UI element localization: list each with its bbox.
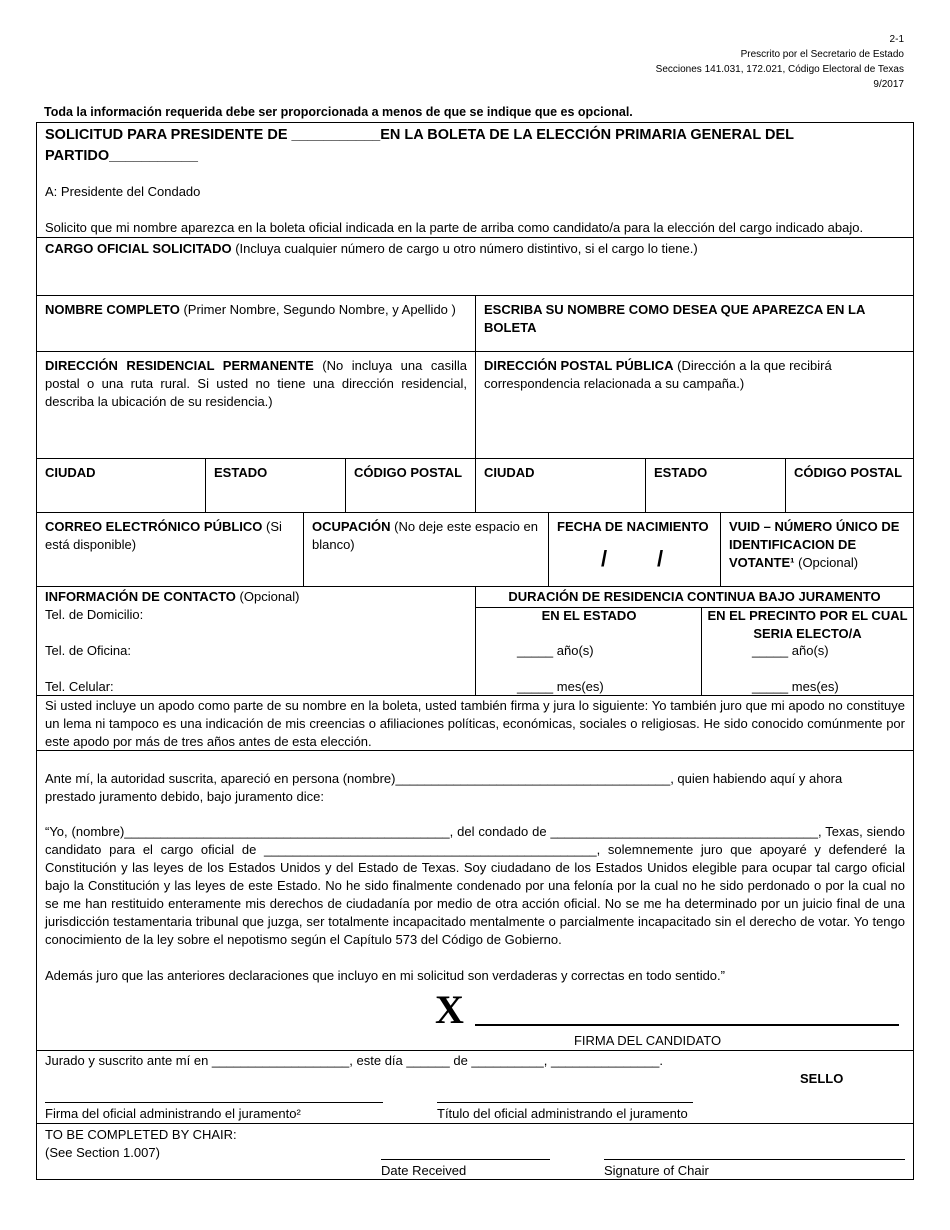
prescribed-by: Prescrito por el Secretario de Estado	[740, 49, 904, 60]
home-phone-label[interactable]: Tel. de Domicilio:	[45, 607, 144, 622]
contact-duration-row	[37, 587, 913, 696]
oath-intro: Ante mí, la autoridad suscrita, apareció en persona (nombre)______________________________________, quien habiendo aquí y ahora prestado juramento debido, bajo juramento dice:	[45, 771, 843, 804]
oath-closing: Además juro que las anteriores declaraciones que incluyo en mi solicitud son verdaderas y correctas en todo sentido.”	[45, 968, 725, 983]
address-row	[37, 352, 913, 459]
title-section	[37, 123, 913, 238]
oath-body: “Yo, (nombre)_____________________________________________, del condado de _____________________________________, Texas, siendo candidato para el cargo oficial de ______________________________________________, solemnemente juro que apoyaré y defenderé la Constitución y las leyes de los Estados Unidos y del Estado de Texas. Soy ciudadano de los Estados Unidos elegible para ocupar tal cargo oficial bajo la Constitución y las leyes de este Estado. No he sido finalmente condenado por una felonía por la cual no he sido perdonado o por la cual no se me han restituido enteramente mis derechos de ciudadanía por medio de otra acción oficial. No se me ha determinado por un juicio final de una jurisdicción testamentaria tribunal que juzga, ser totalmente incapacitado mentalmente o parcialmente incapacitado sin el derecho de votar. Yo tengo conocimiento de la ley sobre el nepotismo según el Capítulo 573 del Código de Gobierno.	[45, 824, 905, 947]
contact-note: (Opcional)	[239, 589, 300, 604]
email-field[interactable]	[37, 513, 304, 586]
postal-state-label: ESTADO	[654, 465, 708, 480]
nickname-section	[37, 696, 913, 751]
officer-signature-label: Firma del oficial administrando el juramento²	[45, 1106, 301, 1121]
residence-city-field[interactable]	[37, 459, 206, 512]
precinct-duration	[702, 607, 913, 695]
office-note: (Incluya cualquier número de cargo u otro número distintivo, si el cargo lo tiene.)	[235, 241, 698, 256]
residence-zip-field[interactable]	[346, 459, 476, 512]
precinct-months[interactable]: _____ mes(es)	[752, 679, 839, 694]
addressee: A: Presidente del Condado	[45, 184, 201, 199]
contact-label: INFORMACIÓN DE CONTACTO	[45, 589, 236, 604]
date-separator: /	[657, 546, 664, 571]
birthdate-field[interactable]	[549, 513, 721, 586]
postal-address-field[interactable]	[476, 352, 913, 458]
seal-label: SELLO	[800, 1071, 844, 1086]
ballot-name-field[interactable]	[476, 296, 913, 351]
office-phone-label[interactable]: Tel. de Oficina:	[45, 643, 131, 658]
office-label: CARGO OFICIAL SOLICITADO	[45, 241, 232, 256]
officer-title-line[interactable]	[437, 1102, 693, 1103]
postal-state-field[interactable]	[646, 459, 786, 512]
residence-city-label: CIUDAD	[45, 465, 96, 480]
vuid-field[interactable]	[721, 513, 913, 586]
oath-section	[37, 751, 913, 1051]
city-state-zip-row	[37, 459, 913, 513]
date-received-line[interactable]	[381, 1159, 550, 1160]
chair-signature-label: Signature of Chair	[604, 1163, 709, 1178]
request-statement: Solicito que mi nombre aparezca en la boleta oficial indicada en la parte de arriba como candidato/a para la elección del cargo indicado abajo.	[45, 220, 864, 235]
state-duration	[476, 607, 702, 695]
ballot-name-label: ESCRIBA SU NOMBRE COMO DESEA QUE APAREZCA EN LA BOLETA	[484, 302, 865, 335]
personal-info-row	[37, 513, 913, 587]
chair-section	[37, 1124, 913, 1179]
form-header	[656, 32, 904, 92]
postal-zip-field[interactable]	[786, 459, 913, 512]
residence-state-field[interactable]	[206, 459, 346, 512]
sworn-section	[37, 1051, 913, 1124]
occupation-note: (No deje este espacio en blanco)	[312, 519, 538, 552]
occupation-label: OCUPACIÓN	[312, 519, 391, 534]
name-row	[37, 296, 913, 352]
full-name-note: (Primer Nombre, Segundo Nombre, y Apellido )	[183, 302, 456, 317]
candidate-signature-line[interactable]	[475, 1024, 899, 1026]
candidate-signature-label: FIRMA DEL CANDIDATO	[573, 1033, 722, 1048]
residence-state-label: ESTADO	[214, 465, 268, 480]
vuid-note: (Opcional)	[798, 555, 859, 570]
contact-info-block	[37, 587, 476, 695]
form-date: 9/2017	[873, 79, 904, 90]
residence-address-note: (No incluya una casilla postal o una ruta rural. Si usted no tiene una dirección residencial, describa la ubicación de su residencia.)	[45, 358, 467, 409]
postal-city-label: CIUDAD	[484, 465, 535, 480]
email-label: CORREO ELECTRÓNICO PÚBLICO	[45, 519, 263, 534]
residence-address-field[interactable]	[37, 352, 476, 458]
full-name-label: NOMBRE COMPLETO	[45, 302, 180, 317]
postal-city-field[interactable]	[476, 459, 646, 512]
email-note: (Si está disponible)	[45, 519, 282, 552]
required-notice: Toda la información requerida debe ser proporcionada a menos de que se indique que es opcional.	[44, 105, 633, 119]
residence-zip-label: CÓDIGO POSTAL	[354, 465, 463, 480]
postal-address-note: (Dirección a la que recibirá correspondencia relacionada a su campaña.)	[484, 358, 832, 391]
chair-instruction: TO BE COMPLETED BY CHAIR:	[45, 1127, 237, 1142]
chair-section-ref: (See Section 1.007)	[45, 1145, 160, 1160]
birthdate-label: FECHA DE NACIMIENTO	[557, 519, 709, 534]
form-title-line2: PARTIDO___________	[45, 148, 198, 164]
application-form	[36, 122, 914, 1180]
residence-address-label: DIRECCIÓN RESIDENCIAL PERMANENTE	[45, 358, 314, 373]
signature-x-mark: X	[435, 987, 464, 1032]
vuid-label: VUID – NÚMERO ÚNICO DE IDENTIFICACION DE VOTANTE¹	[729, 519, 900, 570]
duration-header: DURACIÓN DE RESIDENCIA CONTINUA BAJO JURAMENTO	[476, 588, 913, 608]
code-sections: Secciones 141.031, 172.021, Código Electoral de Texas	[655, 64, 904, 75]
chair-signature-line[interactable]	[604, 1159, 905, 1160]
state-years[interactable]: _____ año(s)	[517, 643, 594, 658]
postal-zip-label: CÓDIGO POSTAL	[794, 465, 903, 480]
nickname-statement: Si usted incluye un apodo como parte de su nombre en la boleta, usted también firma y jura lo siguiente: Yo también juro que mi apodo no constituye un lema ni tampoco es una indicación de mis creencias o afiliaciones políticas, económicas, sociales o religiosas. He sido conocido comúnmente por este apodo por más de tres años antes de esta elección.	[45, 698, 905, 749]
postal-address-label: DIRECCIÓN POSTAL PÚBLICA	[484, 358, 674, 373]
state-duration-label: EN EL ESTADO	[541, 608, 637, 623]
occupation-field[interactable]	[304, 513, 549, 586]
officer-signature-line[interactable]	[45, 1102, 383, 1103]
officer-title-label: Título del oficial administrando el juramento	[437, 1106, 688, 1121]
residence-duration-block	[476, 587, 913, 695]
date-received-label: Date Received	[381, 1163, 467, 1178]
cell-phone-label[interactable]: Tel. Celular:	[45, 679, 114, 694]
office-sought-section[interactable]	[37, 238, 913, 296]
state-months[interactable]: _____ mes(es)	[517, 679, 604, 694]
sworn-statement: Jurado y suscrito ante mí en ___________________, este día ______ de __________, _______________.	[45, 1053, 664, 1068]
precinct-duration-label: EN EL PRECINTO POR EL CUAL SERIA ELECTO/A	[707, 608, 908, 641]
full-name-field[interactable]	[37, 296, 476, 351]
form-number: 2-1	[889, 34, 904, 45]
date-separator: /	[601, 546, 608, 571]
precinct-years[interactable]: _____ año(s)	[752, 643, 829, 658]
form-title-line1: SOLICITUD PARA PRESIDENTE DE ___________EN LA BOLETA DE LA ELECCIÓN PRIMARIA GENERAL DEL	[45, 127, 795, 143]
